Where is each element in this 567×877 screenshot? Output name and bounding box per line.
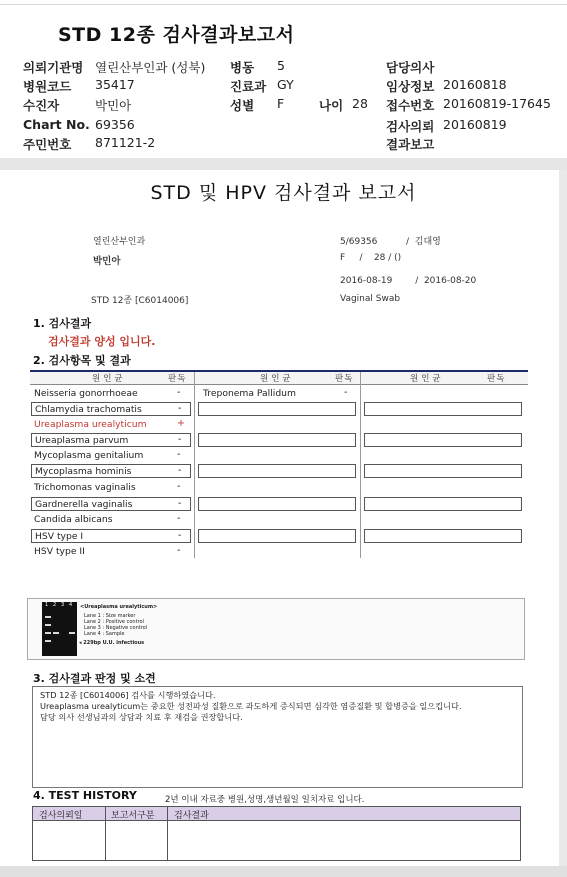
page-bottom-edge [0, 866, 567, 877]
id-value: 871121-2 [95, 135, 156, 150]
ward-value: 5 [277, 58, 285, 73]
report-label: 결과보고 [386, 137, 435, 152]
pathogen-name: Trichomonas vaginalis [34, 482, 136, 493]
info-hospital: 열린산부인과 [93, 237, 146, 247]
section3-title: 3. 검사결과 판정 및 소견 [33, 672, 156, 685]
pathogen-name: Neisseria gonorrhoeae [34, 388, 138, 399]
chart-label: Chart No. [23, 117, 90, 132]
pathogen-result: - [177, 449, 181, 460]
gel-legend: Lane 4 : Sample [84, 631, 125, 637]
empty-result-box [364, 529, 522, 543]
gel-legend: Lane 2 : Positive control [84, 619, 144, 625]
code-label: 병원코드 [23, 79, 72, 94]
hospital-label: 의뢰기관명 [23, 60, 84, 75]
empty-result-box [198, 529, 356, 543]
history-note: 2년 이내 자료중 병원,성명,생년월일 일치자료 입니다. [165, 795, 365, 805]
report-header [0, 0, 567, 160]
empty-result-box [364, 433, 522, 447]
code-value: 35417 [95, 77, 135, 92]
col1-pathogen-header: 원인균 [92, 374, 126, 384]
pathogen-row [31, 402, 191, 416]
report-title: STD 및 HPV 검사결과 보고서 [150, 182, 417, 204]
col3-pathogen-header: 원인균 [410, 374, 444, 384]
opinion-line: 담당 의사 선생님과의 상담과 치료 후 재검을 권장합니다. [40, 712, 243, 722]
gel-band [53, 632, 59, 634]
pathogen-row [31, 481, 191, 495]
clinical-value: 20160818 [443, 77, 507, 92]
sex-label: 성별 [230, 98, 255, 113]
info-patient: 박민아 [93, 256, 121, 267]
pathogen-name: Ureaplasma urealyticum [34, 419, 147, 430]
pathogen-name: Chlamydia trachomatis [35, 404, 142, 415]
pathogen-name: Mycoplasma hominis [35, 466, 132, 477]
col2-judgment-header: 판독 [335, 374, 354, 384]
gel-electrophoresis-image [42, 602, 77, 656]
gel-band-label-text: 229bp U.U. infectious [83, 640, 145, 646]
pathogen-result: + [177, 418, 185, 429]
pathogen-result: - [177, 545, 181, 556]
gel-title: <Ureaplasma urealyticum> [80, 604, 158, 610]
id-label: 주민번호 [23, 137, 72, 152]
history-table [32, 806, 521, 861]
pathogen-result: - [178, 465, 182, 476]
history-col-report-type: 보고서구분 [111, 811, 155, 821]
section-separator [0, 158, 567, 170]
empty-result-box [364, 464, 522, 478]
patient-label: 수진자 [23, 98, 60, 113]
request-label: 검사의뢰 [386, 119, 435, 134]
history-column-divider [105, 807, 106, 860]
pathogen-name: Ureaplasma parvum [35, 435, 129, 446]
pathogen-name: HSV type I [35, 531, 84, 542]
pathogen-result: - [178, 530, 182, 541]
empty-result-box [198, 464, 356, 478]
clinical-label: 임상정보 [386, 79, 435, 94]
history-col-request-date: 검사의뢰일 [39, 811, 83, 821]
hospital-value: 열린산부인과 (성북) [95, 60, 206, 75]
patient-value: 박민아 [95, 98, 132, 113]
gel-band [45, 624, 51, 626]
info-sex-age: F / 28 / () [340, 253, 402, 263]
pathogen-result: - [178, 434, 182, 445]
doctor-label: 담당의사 [386, 60, 435, 75]
opinion-line: Ureaplasma urealyticum는 중요한 성전파성 질환으로 과도하게 증식되면 심각한 염증질환 및 합병증을 일으킵니다. [40, 701, 462, 711]
pathogen-row-positive [31, 418, 191, 432]
empty-result-box [364, 497, 522, 511]
col2-pathogen-header: 원인균 [260, 374, 294, 384]
lane-number: 1 [45, 602, 49, 608]
pathogen-name: Candida albicans [34, 514, 113, 525]
lane-number: 4 [69, 602, 73, 608]
dept-value: GY [277, 77, 294, 92]
header-divider [0, 4, 567, 5]
pathogen-result: - [178, 498, 182, 509]
pathogen-result: - [177, 513, 181, 524]
receipt-label: 접수번호 [386, 98, 435, 113]
lane-number: 3 [61, 602, 65, 608]
history-column-divider [167, 807, 168, 860]
table-column-divider [360, 372, 361, 558]
pathogen-name: Gardnerella vaginalis [35, 499, 133, 510]
table-header [30, 372, 528, 385]
pathogen-result: - [344, 387, 348, 398]
gel-band [69, 632, 75, 634]
pathogen-result: - [177, 387, 181, 398]
col3-judgment-header: 판독 [487, 374, 506, 384]
sex-value: F [277, 96, 285, 111]
gel-legend: Lane 1 : Size marker [84, 613, 136, 619]
pathogen-name: Treponema Pallidum [203, 388, 296, 399]
pathogen-row [31, 497, 191, 511]
receipt-value: 20160819-17645 [443, 96, 551, 111]
empty-result-box [198, 402, 356, 416]
history-col-result: 검사결과 [174, 811, 209, 821]
pathogen-row [31, 433, 191, 447]
chart-value: 69356 [95, 117, 135, 132]
page-edge [559, 170, 567, 877]
gel-band-label: ◂ 229bp U.U. infectious [79, 640, 145, 646]
info-specimen: Vaginal Swab [340, 294, 401, 304]
table-column-divider [194, 372, 195, 558]
opinion-line: STD 12종 [C6014006] 검사를 시행하였습니다. [40, 690, 216, 700]
empty-result-box [364, 402, 522, 416]
pathogen-result: - [178, 403, 182, 414]
gel-band [45, 640, 51, 642]
ward-label: 병동 [230, 60, 255, 75]
pathogen-row [31, 545, 191, 559]
pathogen-row [31, 464, 191, 478]
pathogen-result: - [177, 481, 181, 492]
dept-label: 진료과 [230, 79, 267, 94]
empty-result-box [198, 497, 356, 511]
section4-title: 4. TEST HISTORY [33, 789, 137, 802]
pathogen-row [31, 529, 191, 543]
pathogen-row [31, 449, 191, 463]
pathogen-row [31, 513, 191, 527]
info-dates: 2016-08-19 / 2016-08-20 [340, 276, 477, 286]
page-title: STD 12종 검사결과보고서 [58, 24, 295, 46]
info-test: STD 12종 [C6014006] [91, 296, 189, 306]
pathogen-row [31, 387, 191, 401]
age-label: 나이 [319, 98, 344, 113]
pathogen-name: Mycoplasma genitalium [34, 450, 144, 461]
section2-title: 2. 검사항목 및 결과 [33, 354, 131, 367]
info-chart-doctor: 5/69356 / 김대영 [340, 237, 441, 247]
col1-judgment-header: 판독 [168, 374, 187, 384]
result-summary: 검사결과 양성 입니다. [48, 335, 156, 348]
lane-number: 2 [53, 602, 57, 608]
gel-legend: Lane 3 : Negative control [84, 625, 148, 631]
history-table-header [33, 807, 520, 821]
request-value: 20160819 [443, 117, 507, 132]
age-value: 28 [352, 96, 368, 111]
gel-band [45, 632, 51, 634]
empty-result-box [198, 433, 356, 447]
gel-band [45, 616, 51, 618]
pathogen-name: HSV type II [34, 546, 85, 557]
section1-title: 1. 검사결과 [33, 317, 92, 330]
